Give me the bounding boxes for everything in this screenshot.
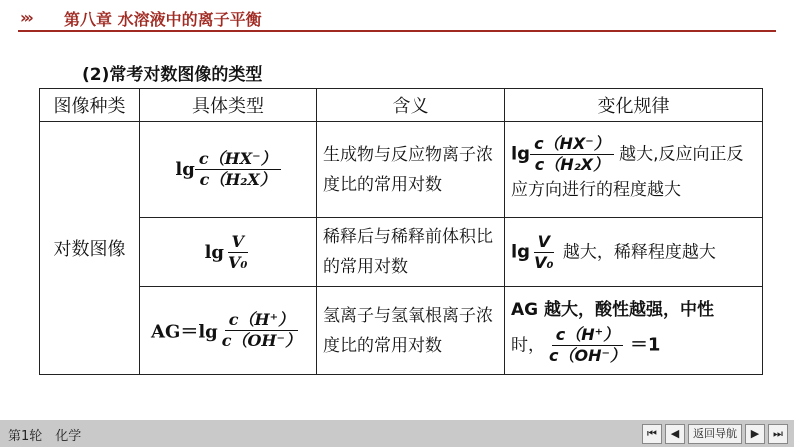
log-graph-types-table [39,88,763,375]
fraction-numerator: c（H⁺） [552,325,623,346]
header-rule: 变化规律 [505,89,763,122]
slide-footer [0,420,794,447]
formula-fraction [224,232,251,273]
formula-prefix: lg [511,143,531,165]
fraction-denominator: c（H₂X） [199,170,276,189]
rule-cell [505,218,763,287]
back-to-nav-button[interactable]: 返回导航 [688,424,742,444]
type-cell [140,122,317,218]
category-cell: 对数图像 [40,122,140,375]
section-title: (2)常考对数图像的类型 [82,65,263,85]
formula-prefix: AG＝lg [150,321,218,343]
fraction-numerator: c（H⁺） [225,310,298,331]
course-label: 第1轮 化学 [8,429,82,444]
last-page-icon[interactable]: ⏭ [768,424,788,444]
chapter-title: 第八章 水溶液中的离子平衡 [64,10,262,29]
formula-fraction [545,325,630,366]
formula-prefix: lg [204,241,224,263]
fraction-denominator: V₀ [534,252,554,272]
formula-fraction [218,310,305,351]
meaning-cell: 稀释后与稀释前体积比的常用对数 [317,218,505,287]
first-page-icon[interactable]: ⏮ [642,424,662,444]
rule-text: AG 越大，酸性越强，中性 [511,300,715,320]
fraction-denominator: V₀ [228,252,248,272]
rule-text: 越大，稀释程度越大 [562,242,716,262]
chevrons-icon: ››› [20,8,31,27]
fraction-denominator: c（OH⁻） [221,331,301,350]
type-cell [140,287,317,375]
type-cell [140,218,317,287]
formula-fraction [530,232,557,273]
fraction-numerator: V [534,232,554,253]
formula-prefix: lg [511,241,531,262]
table-row [40,287,763,375]
fraction-numerator: c（HX⁻） [195,149,281,170]
rule-cell [505,287,763,375]
formula-fraction [530,134,614,175]
rule-cell [505,122,763,218]
rule-text: 时， [511,335,545,356]
header-divider [18,30,776,32]
header-category: 图像种类 [40,89,140,122]
rule-result: ＝1 [629,334,661,356]
meaning-cell: 氢离子与氢氧根离子浓度比的常用对数 [317,287,505,375]
rule-text: 越大,反应向正反应方向进行的程度越大 [511,144,744,200]
formula-fraction [195,149,281,190]
fraction-denominator: c（OH⁻） [549,346,626,365]
prev-page-icon[interactable]: ◀ [665,424,685,444]
header-type: 具体类型 [140,89,317,122]
next-page-icon[interactable]: ▶ [745,424,765,444]
meaning-cell: 生成物与反应物离子浓度比的常用对数 [317,122,505,218]
slide-header [0,0,794,40]
fraction-denominator: c（H₂X） [534,155,610,174]
table-header-row [40,89,763,122]
table-row [40,122,763,218]
fraction-numerator: V [228,232,248,253]
formula-prefix: lg [175,159,195,180]
fraction-numerator: c（HX⁻） [530,134,614,155]
table-row [40,218,763,287]
navigation-bar [642,424,788,444]
header-meaning: 含义 [317,89,505,122]
